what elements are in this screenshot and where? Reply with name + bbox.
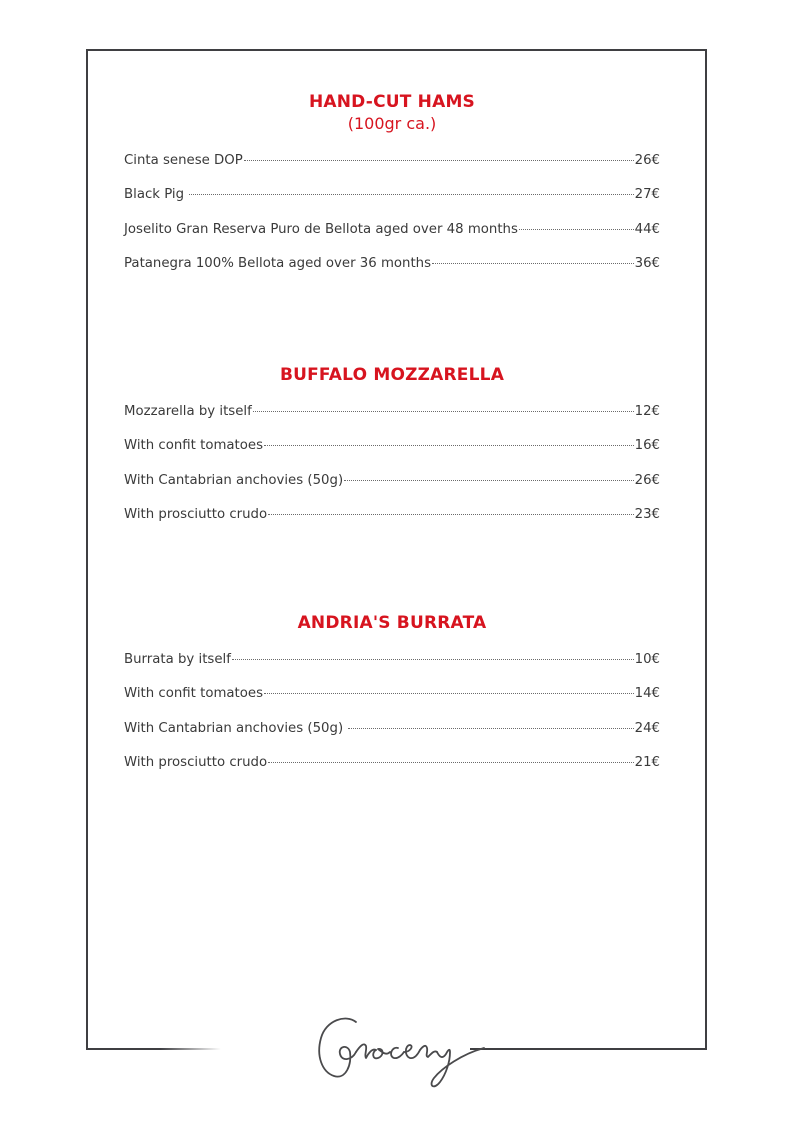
item-name: With prosciutto crudo [124,754,268,770]
dotted-leader [432,263,634,264]
menu-item [124,652,660,686]
item-price: 14€ [634,686,660,702]
item-price: 16€ [634,438,660,454]
item-name: With Cantabrian anchovies (50g) [124,472,344,488]
dotted-leader [253,411,634,412]
menu-item [124,438,660,472]
item-price: 26€ [634,153,660,168]
item-price: 27€ [634,187,660,203]
menu-items [124,153,660,290]
frame-bottom-right-line [470,1048,707,1050]
item-name: Mozzarella by itself [124,404,252,419]
item-name: Burrata by itself [124,652,231,667]
item-name: With confit tomatoes [124,686,264,702]
menu-item [124,187,660,221]
item-name: Cinta senese DOP [124,153,243,168]
section-title: HAND-CUT HAMS [308,92,476,112]
item-price: 10€ [634,652,660,667]
menu-items [124,404,660,541]
dotted-leader [344,480,633,481]
menu-item [124,473,660,507]
dotted-leader [189,194,633,195]
item-price: 12€ [634,404,660,419]
section-title: BUFFALO MOZZARELLA [279,365,505,385]
item-price: 24€ [634,720,660,736]
dotted-leader [519,229,634,230]
menu-items [124,652,660,789]
item-price: 44€ [634,221,660,237]
section-buffalo-mozzarella [124,364,660,522]
section-title: ANDRIA'S BURRATA [297,613,487,633]
menu-item [124,256,660,290]
section-hand-cut-hams [124,91,660,271]
menu-item [124,721,660,755]
item-name: With Cantabrian anchovies (50g) [124,720,348,736]
item-price: 23€ [634,506,660,522]
menu-item [124,222,660,256]
item-name: Patanegra 100% Bellota aged over 36 months [124,255,432,271]
item-name: Joselito Gran Reserva Puro de Bellota aged over 48 months [124,221,518,237]
dotted-leader [268,762,634,763]
dotted-leader [264,445,634,446]
item-price: 36€ [634,255,660,271]
section-subtitle: (100gr ca.) [347,114,437,133]
menu-item [124,686,660,720]
section-andrias-burrata [124,612,660,770]
menu-item [124,153,660,187]
item-price: 21€ [634,754,660,770]
dotted-leader [232,659,634,660]
item-price: 26€ [634,472,660,488]
dotted-leader [264,693,634,694]
menu-item [124,507,660,541]
frame-bottom-left-line [86,1048,221,1050]
grocery-script-logo [312,1012,487,1092]
dotted-leader [348,728,633,729]
item-name: With prosciutto crudo [124,506,268,522]
menu-item [124,755,660,789]
item-name: Black Pig [124,187,189,203]
menu-item [124,404,660,438]
item-name: With confit tomatoes [124,438,264,454]
dotted-leader [244,160,634,161]
dotted-leader [268,514,634,515]
